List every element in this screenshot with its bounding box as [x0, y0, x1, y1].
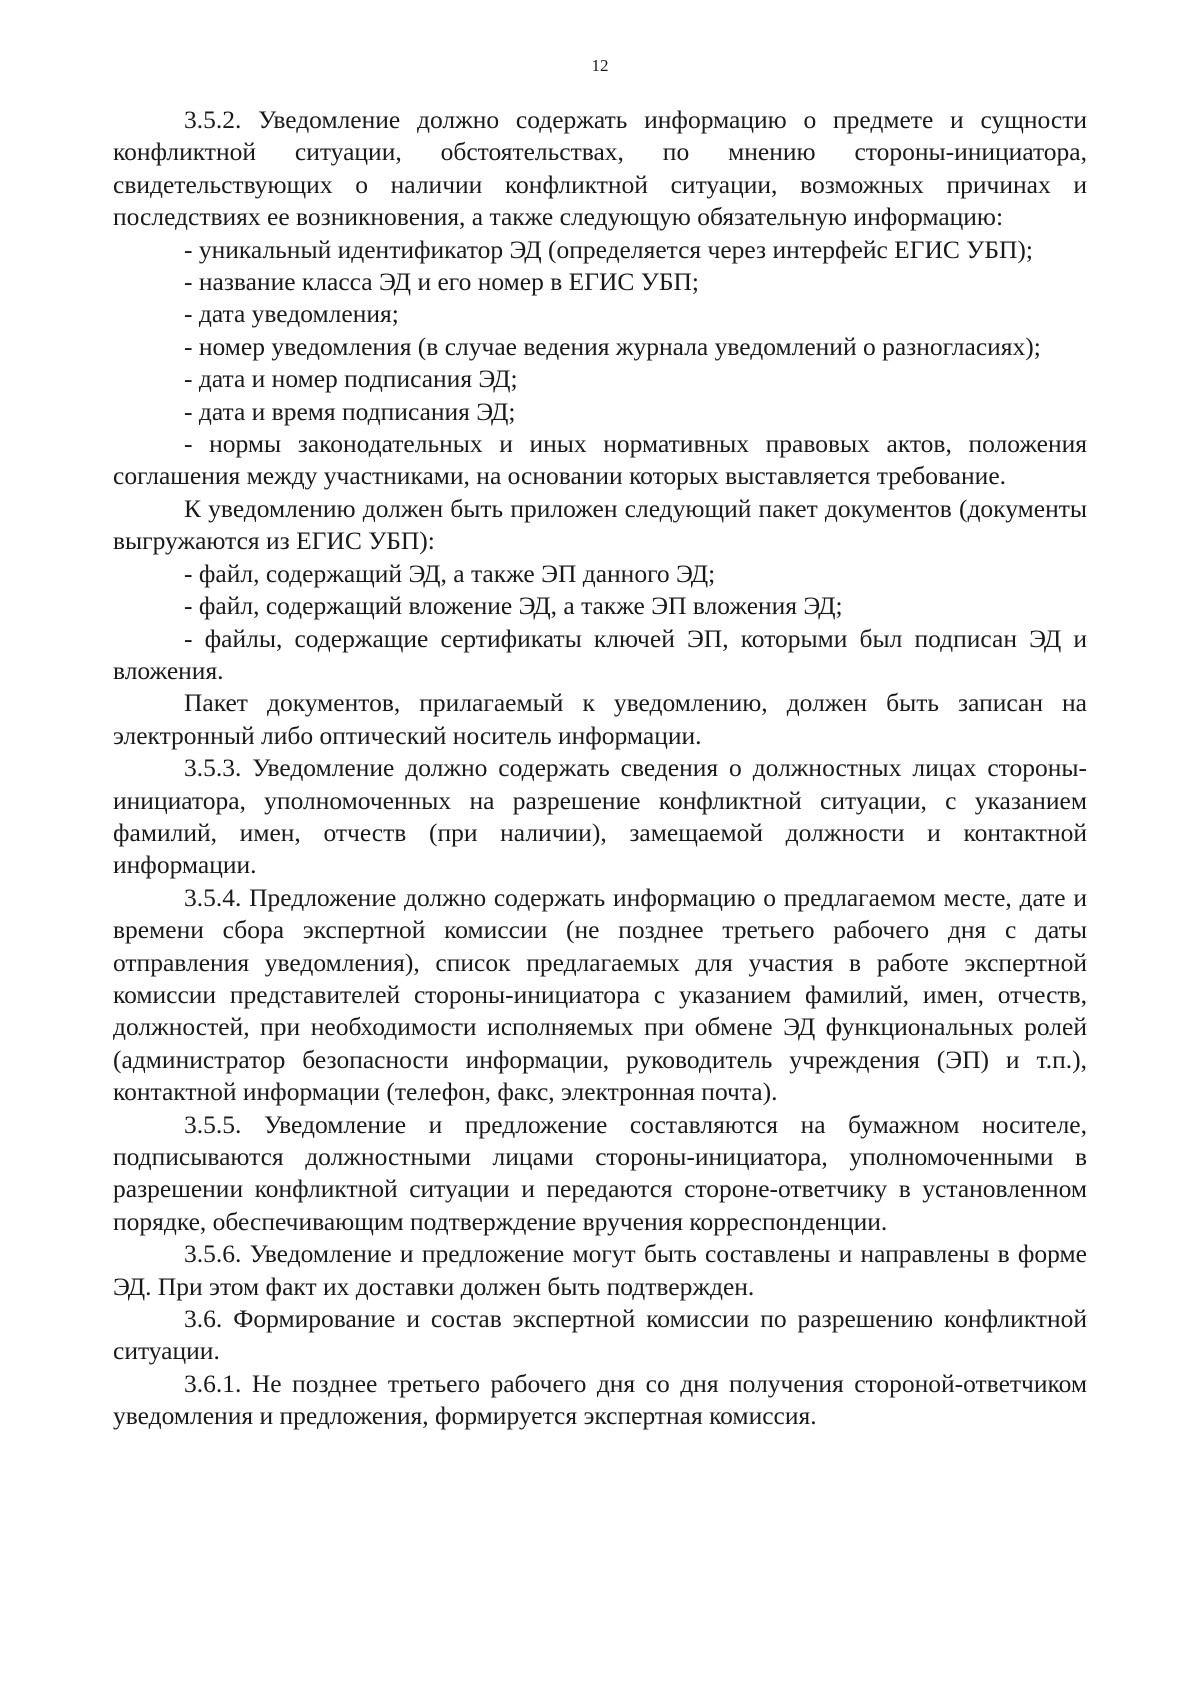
list-item-attachment-file: - файл, содержащий вложение ЭД, а также ЭП вложения ЭД;	[184, 591, 843, 621]
list-item-legal-norms: - нормы законодательных и иных нормативных правовых актов, положения соглашения между участниками, на основании которых выставляется требование.	[113, 429, 1087, 491]
page-number: 12	[591, 56, 609, 75]
list-item-signing-date-number: - дата и номер подписания ЭД;	[184, 364, 518, 394]
paragraph-3-5-5: 3.5.5. Уведомление и предложение составляются на бумажном носителе, подписываются должностными лицами стороны-инициатора, уполномоченными в разрешении конфликтной ситуации и передаются стороне-ответчику в установленном порядке, обеспечивающим подтверждение вручения корреспонденции.	[113, 1109, 1087, 1236]
list-item-ed-file: - файл, содержащий ЭД, а также ЭП данного ЭД;	[184, 558, 716, 588]
paragraph-3-6-1: 3.6.1. Не позднее третьего рабочего дня со дня получения стороной-ответчиком уведомления и предложения, формируется экспертная комиссия.	[113, 1368, 1087, 1431]
paragraph-3-5-6: 3.5.6. Уведомление и предложение могут быть составлены и направлены в форме ЭД. При этом факт их доставки должен быть подтвержден.	[113, 1239, 1087, 1301]
document-body	[113, 104, 1087, 1433]
paragraph-documents-package: К уведомлению должен быть приложен следующий пакет документов (документы выгружаются из ЕГИС УБП):	[113, 493, 1087, 556]
list-item-certificates: - файлы, содержащие сертификаты ключей ЭП, которыми был подписан ЭД и вложения.	[113, 623, 1087, 685]
paragraph-3-5-3: 3.5.3. Уведомление должно содержать сведения о должностных лицах стороны-инициатора, уполномоченных на разрешение конфликтной ситуации, с указанием фамилий, имен, отчеств (при наличии), замещаемой должности и контактной информации.	[113, 753, 1087, 880]
list-item-unique-id: - уникальный идентификатор ЭД (определяется через интерфейс ЕГИС УБП);	[184, 234, 1033, 264]
list-item-notification-date: - дата уведомления;	[184, 299, 399, 329]
paragraph-3-5-2: 3.5.2. Уведомление должно содержать информацию о предмете и сущности конфликтной ситуации, обстоятельствах, по мнению стороны-инициатора, свидетельствующих о наличии конфликтной ситуации, возможных причинах и последствиях ее возникновения, а также следующую обязательную информацию:	[113, 105, 1087, 232]
paragraph-package-media: Пакет документов, прилагаемый к уведомлению, должен быть записан на электронный либо оптический носитель информации.	[113, 688, 1087, 750]
paragraph-3-6: 3.6. Формирование и состав экспертной комиссии по разрешению конфликтной ситуации.	[113, 1304, 1087, 1366]
paragraph-3-5-4: 3.5.4. Предложение должно содержать информацию о предлагаемом месте, дате и времени сбора экспертной комиссии (не позднее третьего рабочего дня с даты отправления уведомления), список предлагаемых для участия в работе экспертной комиссии представителей стороны-инициатора с указанием фамилий, имен, отчеств, должностей, при необходимости исполняемых при обмене ЭД функциональных ролей (администратор безопасности информации, руководитель учреждения (ЭП) и т.п.), контактной информации (телефон, факс, электронная почта).	[113, 882, 1087, 1107]
list-item-notification-number: - номер уведомления (в случае ведения журнала уведомлений о разногласиях);	[184, 331, 1041, 361]
list-item-class-name: - название класса ЭД и его номер в ЕГИС УБП;	[184, 267, 699, 297]
list-item-signing-date-time: - дата и время подписания ЭД;	[184, 396, 516, 426]
